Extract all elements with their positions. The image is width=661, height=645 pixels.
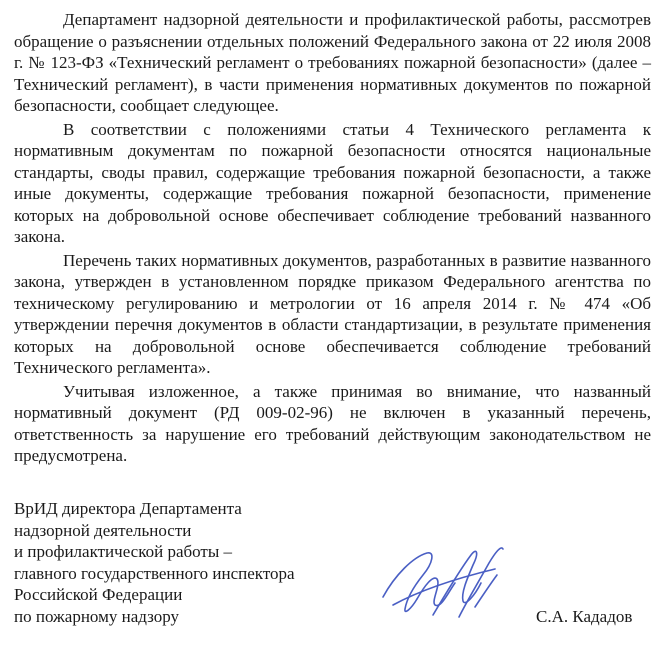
- position-line: надзорной деятельности: [14, 520, 192, 540]
- position-line: главного государственного инспектора: [14, 563, 295, 583]
- signatory-position: [14, 498, 374, 628]
- paragraph-document-list: Перечень таких нормативных документов, разработанных в развитие названного закона, утвержден в установленном порядке приказом Федерального агентства по техническому регулированию и метрологии от 16 апреля 2014 г. № 474 «Об утверждении перечня документов в области стандартизации, в результате применения которых на добровольной основе обеспечивается соблюдение требований Технического регламента».: [14, 250, 651, 377]
- letter-body: [14, 9, 651, 469]
- paragraph-article-4: В соответствии с положениями статьи 4 Технического регламента к нормативным документам по пожарной безопасности относятся национальные стандарты, своды правил, содержащие требования пожарной безопасности, а также иные документы, содержащие требования пожарной безопасности, применение которых на добровольной основе обеспечивает соблюдение требований названного закона.: [14, 119, 651, 246]
- position-line: и профилактической работы –: [14, 542, 233, 562]
- paragraph-conclusion: Учитывая изложенное, а также принимая во внимание, что названный нормативный документ (РД 009-02-96) не включен в указанный перечень, ответственность за нарушение его требований действующим законодательством не предусмотрена.: [14, 381, 651, 465]
- position-line: по пожарному надзору: [14, 606, 179, 626]
- signature-stroke: [475, 575, 497, 607]
- signature-stroke: [433, 551, 481, 615]
- position-line: Российской Федерации: [14, 585, 183, 605]
- handwritten-signature: [375, 535, 515, 625]
- signature-strokes: [383, 548, 503, 617]
- position-line: ВрИД директора Департамента: [14, 499, 242, 518]
- signer-name: С.А. Кададов: [536, 607, 633, 626]
- paragraph-intro: Департамент надзорной деятельности и профилактической работы, рассмотрев обращение о разъяснении отдельных положений Федерального закона от 22 июля 2008 г. № 123-ФЗ «Технический регламент о требованиях пожарной безопасности» (далее – Технический регламент), в части применения нормативных документов по пожарной безопасности, сообщает следующее.: [14, 10, 651, 115]
- signature-stroke: [383, 553, 432, 612]
